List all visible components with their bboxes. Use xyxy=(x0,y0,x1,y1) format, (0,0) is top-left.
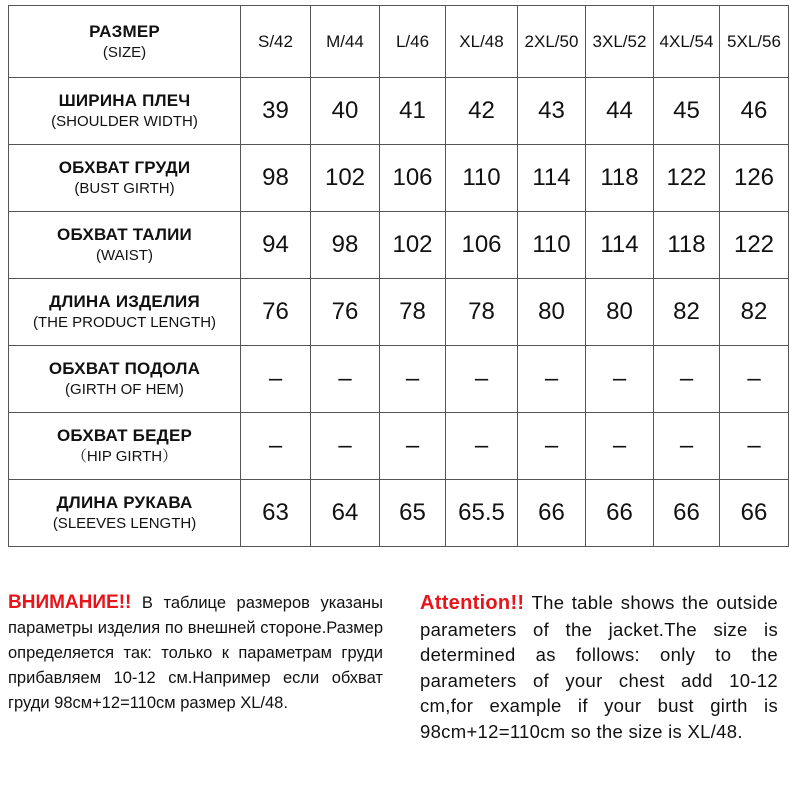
size-table xyxy=(8,5,789,547)
row-label-en: (GIRTH OF HEM) xyxy=(65,381,184,398)
table-cell: 76 xyxy=(241,279,311,346)
warning-label-en: Attention!! xyxy=(420,592,525,614)
table-cell: 66 xyxy=(720,480,789,547)
table-cell: 65.5 xyxy=(446,480,518,547)
table-cell: 43 xyxy=(518,78,586,145)
table-cell: 66 xyxy=(518,480,586,547)
row-label-ru: ОБХВАТ ТАЛИИ xyxy=(57,225,192,244)
note-russian xyxy=(8,590,383,716)
row-label-en: (SHOULDER WIDTH) xyxy=(51,113,198,130)
table-cell: 46 xyxy=(720,78,789,145)
table-cell: – xyxy=(720,413,789,480)
table-cell: 78 xyxy=(380,279,446,346)
table-cell: 78 xyxy=(446,279,518,346)
header-label-en: (SIZE) xyxy=(102,43,147,61)
table-cell: 80 xyxy=(586,279,654,346)
row-label-ru: ШИРИНА ПЛЕЧ xyxy=(58,91,191,110)
table-row xyxy=(9,480,789,547)
row-label-ru: ОБХВАТ БЕДЕР xyxy=(56,426,193,445)
row-label-cell xyxy=(9,480,241,547)
table-cell: 106 xyxy=(446,212,518,279)
table-cell: – xyxy=(380,413,446,480)
size-header: S/42 xyxy=(241,6,311,78)
note-english xyxy=(420,590,778,744)
table-cell: 106 xyxy=(380,145,446,212)
table-cell: 118 xyxy=(586,145,654,212)
row-label-cell xyxy=(9,346,241,413)
table-cell: – xyxy=(446,346,518,413)
table-cell: 39 xyxy=(241,78,311,145)
row-label-en: (THE PRODUCT LENGTH) xyxy=(32,314,217,331)
row-label-cell xyxy=(9,145,241,212)
table-cell: – xyxy=(518,346,586,413)
table-cell: 80 xyxy=(518,279,586,346)
table-cell: – xyxy=(311,346,380,413)
table-cell: 82 xyxy=(654,279,720,346)
table-cell: 65 xyxy=(380,480,446,547)
header-label-ru: РАЗМЕР xyxy=(89,21,160,41)
table-cell: 110 xyxy=(518,212,586,279)
table-cell: – xyxy=(518,413,586,480)
table-cell: 114 xyxy=(518,145,586,212)
row-label-en: (SLEEVES LENGTH) xyxy=(52,515,197,532)
notes-section xyxy=(0,590,800,790)
table-cell: – xyxy=(720,346,789,413)
table-cell: 63 xyxy=(241,480,311,547)
table-cell: 114 xyxy=(586,212,654,279)
note-text-ru: В таблице размеров указаны параметры изделия по внешней стороне.Размер определяется так: только к параметрам груди прибавляем 10-12 см.Например если обхват груди 98см+12=110см размер XL/48. xyxy=(8,594,383,712)
table-row xyxy=(9,346,789,413)
table-cell: – xyxy=(654,413,720,480)
header-row xyxy=(9,6,789,78)
row-label-en: （HIP GIRTH） xyxy=(71,448,178,465)
size-header: L/46 xyxy=(380,6,446,78)
table-cell: 44 xyxy=(586,78,654,145)
table-cell: 122 xyxy=(720,212,789,279)
table-cell: 94 xyxy=(241,212,311,279)
table-cell: 66 xyxy=(586,480,654,547)
size-chart xyxy=(8,5,788,547)
row-label-cell xyxy=(9,78,241,145)
size-header: XL/48 xyxy=(446,6,518,78)
table-cell: 42 xyxy=(446,78,518,145)
table-cell: 40 xyxy=(311,78,380,145)
warning-label-ru: ВНИМАНИЕ!! xyxy=(8,592,132,613)
table-cell: 66 xyxy=(654,480,720,547)
table-cell: – xyxy=(241,346,311,413)
table-cell: 98 xyxy=(311,212,380,279)
size-header: M/44 xyxy=(311,6,380,78)
table-cell: 45 xyxy=(654,78,720,145)
header-label-cell xyxy=(9,6,241,78)
table-cell: 122 xyxy=(654,145,720,212)
table-row xyxy=(9,145,789,212)
table-cell: 98 xyxy=(241,145,311,212)
row-label-en: (WAIST) xyxy=(96,247,153,264)
row-label-en: (BUST GIRTH) xyxy=(74,180,175,197)
table-cell: – xyxy=(380,346,446,413)
row-label-ru: ОБХВАТ ПОДОЛА xyxy=(48,359,201,378)
size-header: 5XL/56 xyxy=(720,6,789,78)
table-row xyxy=(9,413,789,480)
table-cell: 126 xyxy=(720,145,789,212)
table-cell: 76 xyxy=(311,279,380,346)
table-cell: – xyxy=(654,346,720,413)
table-cell: – xyxy=(311,413,380,480)
size-header: 3XL/52 xyxy=(586,6,654,78)
row-label-cell xyxy=(9,279,241,346)
table-cell: – xyxy=(586,346,654,413)
table-row xyxy=(9,279,789,346)
note-text-en: The table shows the outside parameters of the jacket.The size is determined as follows: only to the parameters of your chest add 10-12 cm,for example if your bust girth is 98cm+12=110cm so the size is XL/48. xyxy=(420,592,779,742)
table-cell: – xyxy=(241,413,311,480)
table-cell: 41 xyxy=(380,78,446,145)
row-label-ru: ДЛИНА ИЗДЕЛИЯ xyxy=(49,292,200,311)
table-cell: 64 xyxy=(311,480,380,547)
table-cell: 82 xyxy=(720,279,789,346)
row-label-cell xyxy=(9,413,241,480)
table-row xyxy=(9,78,789,145)
size-header: 2XL/50 xyxy=(518,6,586,78)
table-cell: 118 xyxy=(654,212,720,279)
row-label-cell xyxy=(9,212,241,279)
table-cell: – xyxy=(586,413,654,480)
row-label-ru: ДЛИНА РУКАВА xyxy=(56,493,193,512)
table-row xyxy=(9,212,789,279)
row-label-ru: ОБХВАТ ГРУДИ xyxy=(58,158,191,177)
table-cell: – xyxy=(446,413,518,480)
table-cell: 110 xyxy=(446,145,518,212)
size-header: 4XL/54 xyxy=(654,6,720,78)
table-cell: 102 xyxy=(380,212,446,279)
table-cell: 102 xyxy=(311,145,380,212)
